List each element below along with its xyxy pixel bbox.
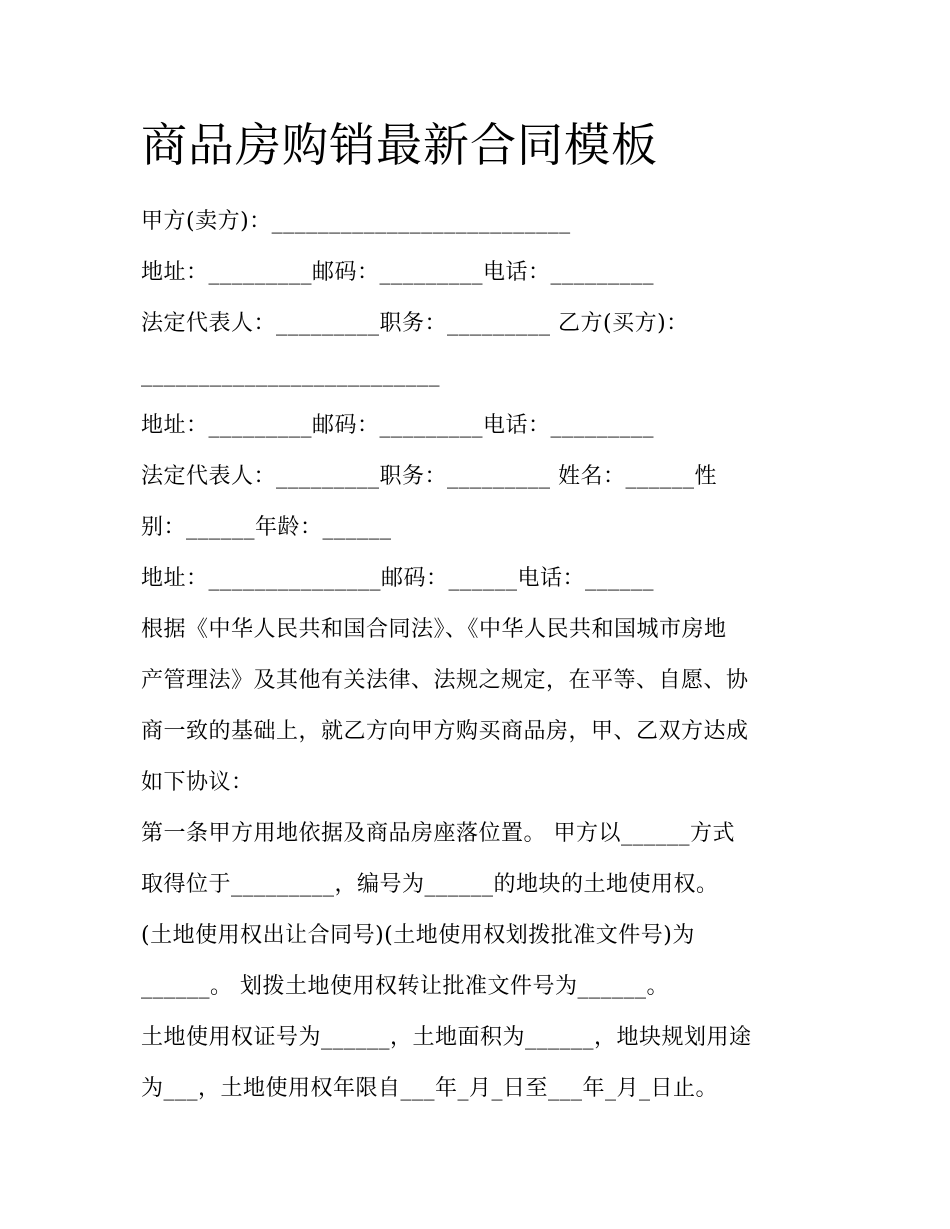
article-1-line-2: 取得位于_________，编号为______的地块的土地使用权。 xyxy=(141,872,719,897)
preamble-line-4: 如下协议： xyxy=(141,770,254,795)
seller-party-line: 甲方(卖方)：__________________________ xyxy=(141,209,571,234)
article-1-line-4: ______。 划拨土地使用权转让批准文件号为______。 xyxy=(141,974,669,999)
article-1-line-1: 第一条甲方用地依据及商品房座落位置。 甲方以______方式 xyxy=(141,821,735,846)
document-title: 商品房购销最新合同模板 xyxy=(141,118,658,172)
buyer-contact-line: 地址：_______________邮码：______电话：______ xyxy=(141,566,655,591)
preamble-line-2: 产管理法》及其他有关法律、法规之规定，在平等、自愿、协 xyxy=(141,668,749,693)
article-1-line-3: (土地使用权出让合同号)(土地使用权划拨批准文件号)为 xyxy=(141,923,695,948)
article-1-line-5: 土地使用权证号为______，土地面积为______，地块规划用途 xyxy=(141,1025,752,1050)
seller-address-line: 地址：_________邮码：_________电话：_________ xyxy=(141,260,655,285)
preamble-line-1: 根据《中华人民共和国合同法》、《中华人民共和国城市房地 xyxy=(141,617,727,642)
article-1-line-6: 为___，土地使用权年限自___年_月_日至___年_月_日止。 xyxy=(141,1076,719,1101)
buyer-gender-age-line: 别：______年龄：______ xyxy=(141,515,392,540)
document-page xyxy=(141,112,821,1114)
buyer-address-line: 地址：_________邮码：_________电话：_________ xyxy=(141,413,655,438)
buyer-party-blank-line: __________________________ xyxy=(141,362,440,387)
preamble-line-3: 商一致的基础上，就乙方向甲方购买商品房，甲、乙双方达成 xyxy=(141,719,749,744)
seller-representative-line: 法定代表人：_________职务：_________ 乙方(买方)： xyxy=(141,311,689,336)
buyer-representative-line: 法定代表人：_________职务：_________ 姓名：______性 xyxy=(141,464,717,489)
